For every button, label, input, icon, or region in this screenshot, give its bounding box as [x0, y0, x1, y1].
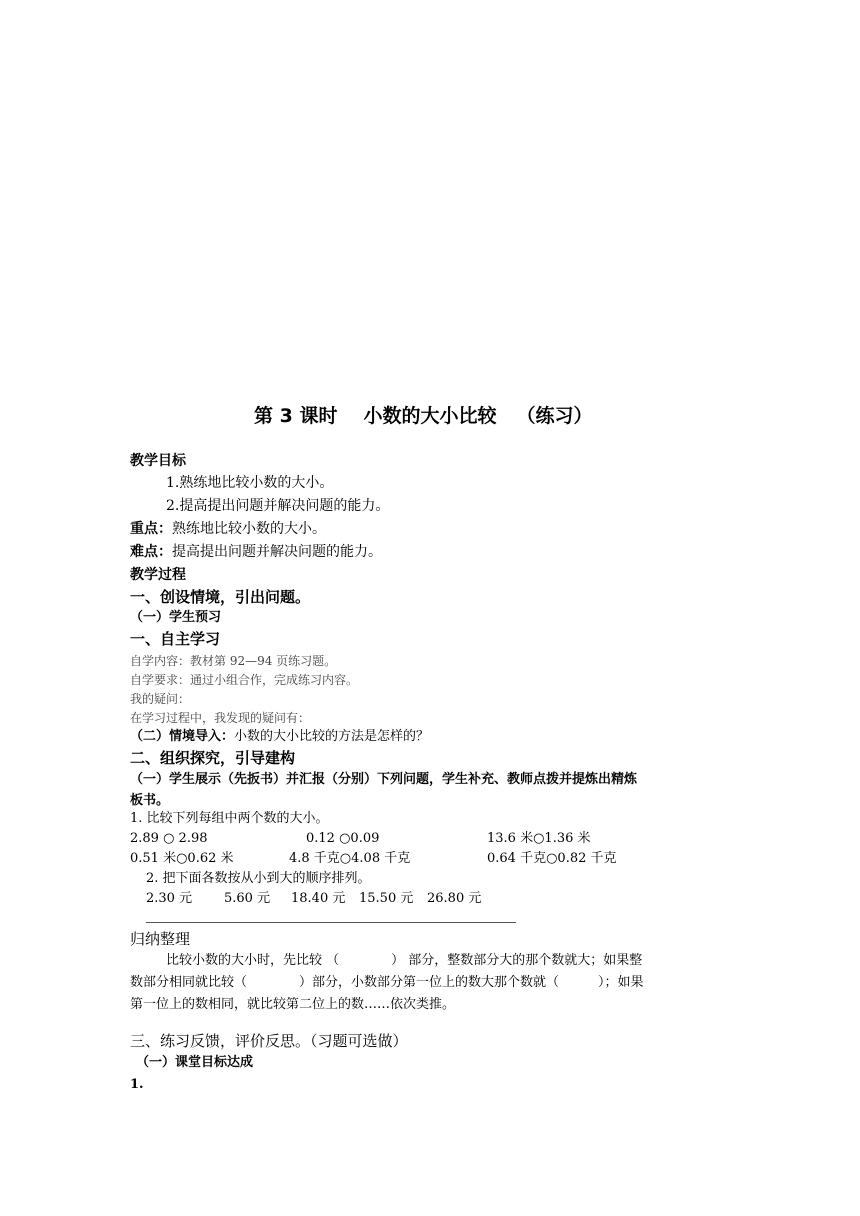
summary-line: 数部分相同就比较（ ）部分，小数部分第一位上的数大那个数就（ ）；如果 [130, 975, 644, 990]
compare-item: 0.12 ○0.09 [306, 831, 380, 846]
order-item: 15.50 元 [359, 891, 414, 906]
summary-line: 第一位上的数相同，就比较第二位上的数……依次类推。 [130, 997, 456, 1012]
section1-heading: 一、创设情境，引出问题。 [130, 588, 311, 606]
self-study-content: 自学内容：教材第 92—94 页练习题。 [130, 654, 337, 668]
section3-sub1: （一）课堂目标达成 [136, 1055, 254, 1070]
difficulty [130, 543, 382, 561]
compare-item: 13.6 米○1.36 米 [487, 831, 591, 846]
compare-item: 0.64 千克○0.82 千克 [487, 851, 617, 866]
objective-item: 2.提高提出问题并解决问题的能力。 [166, 498, 390, 514]
key-point-text: 熟练地比较小数的大小。 [172, 521, 326, 537]
order-item: 2.30 元 [146, 891, 193, 906]
lesson-title [254, 404, 592, 428]
compare-item: 4.8 千克○4.08 千克 [289, 851, 411, 866]
lesson-type: （练习） [516, 405, 593, 427]
question-1: 1. 比较下列每组中两个数的大小。 [130, 811, 329, 826]
section2-heading: 二、组织探究，引导建构 [130, 749, 296, 767]
section1-sub2: 一、自主学习 [130, 630, 221, 648]
difficulty-label: 难点： [130, 544, 172, 560]
scenario-intro-text: 小数的大小比较的方法是怎样的？ [234, 729, 430, 744]
order-item: 5.60 元 [224, 891, 271, 906]
process-heading: 教学过程 [130, 567, 186, 583]
section1-sub1: （一）学生预习 [130, 610, 222, 625]
divider-line [146, 922, 516, 923]
section2-sub-line1: （一）学生展示（先扳书）并汇报（分别）下列问题，学生补充、教师点拨并提炼出精炼 [130, 772, 638, 787]
summary-heading: 归纳整理 [130, 930, 191, 948]
compare-item: 0.51 米○0.62 米 [130, 851, 234, 866]
exercise-item-1: 1. [130, 1077, 144, 1092]
order-item: 18.40 元 [291, 891, 346, 906]
section3-heading: 三、练习反馈，评价反思。（习题可选做） [130, 1032, 408, 1050]
scenario-intro-label: （二）情境导入： [130, 729, 235, 744]
question-2: 2. 把下面各数按从小到大的顺序排列。 [146, 871, 371, 886]
key-point-label: 重点： [130, 521, 172, 537]
lesson-number: 第 3 课时 [254, 405, 338, 427]
summary-line: 比较小数的大小时，先比较 （ ） 部分，整数部分大的那个数就大；如果整 [166, 953, 643, 968]
my-questions: 我的疑问： [130, 692, 191, 706]
order-item: 26.80 元 [427, 891, 482, 906]
key-point [130, 520, 326, 538]
found-questions: 在学习过程中，我发现的疑问有： [130, 711, 311, 725]
compare-item: 2.89 ○ 2.98 [130, 831, 208, 846]
scenario-intro [130, 728, 429, 746]
self-study-requirement: 自学要求：通过小组合作，完成练习内容。 [130, 673, 359, 687]
lesson-topic: 小数的大小比较 [363, 405, 497, 427]
difficulty-text: 提高提出问题并解决问题的能力。 [172, 544, 382, 560]
objectives-heading: 教学目标 [130, 453, 186, 469]
section2-sub-line2: 板书。 [130, 793, 170, 808]
objective-item: 1.熟练地比较小数的大小。 [166, 475, 334, 491]
